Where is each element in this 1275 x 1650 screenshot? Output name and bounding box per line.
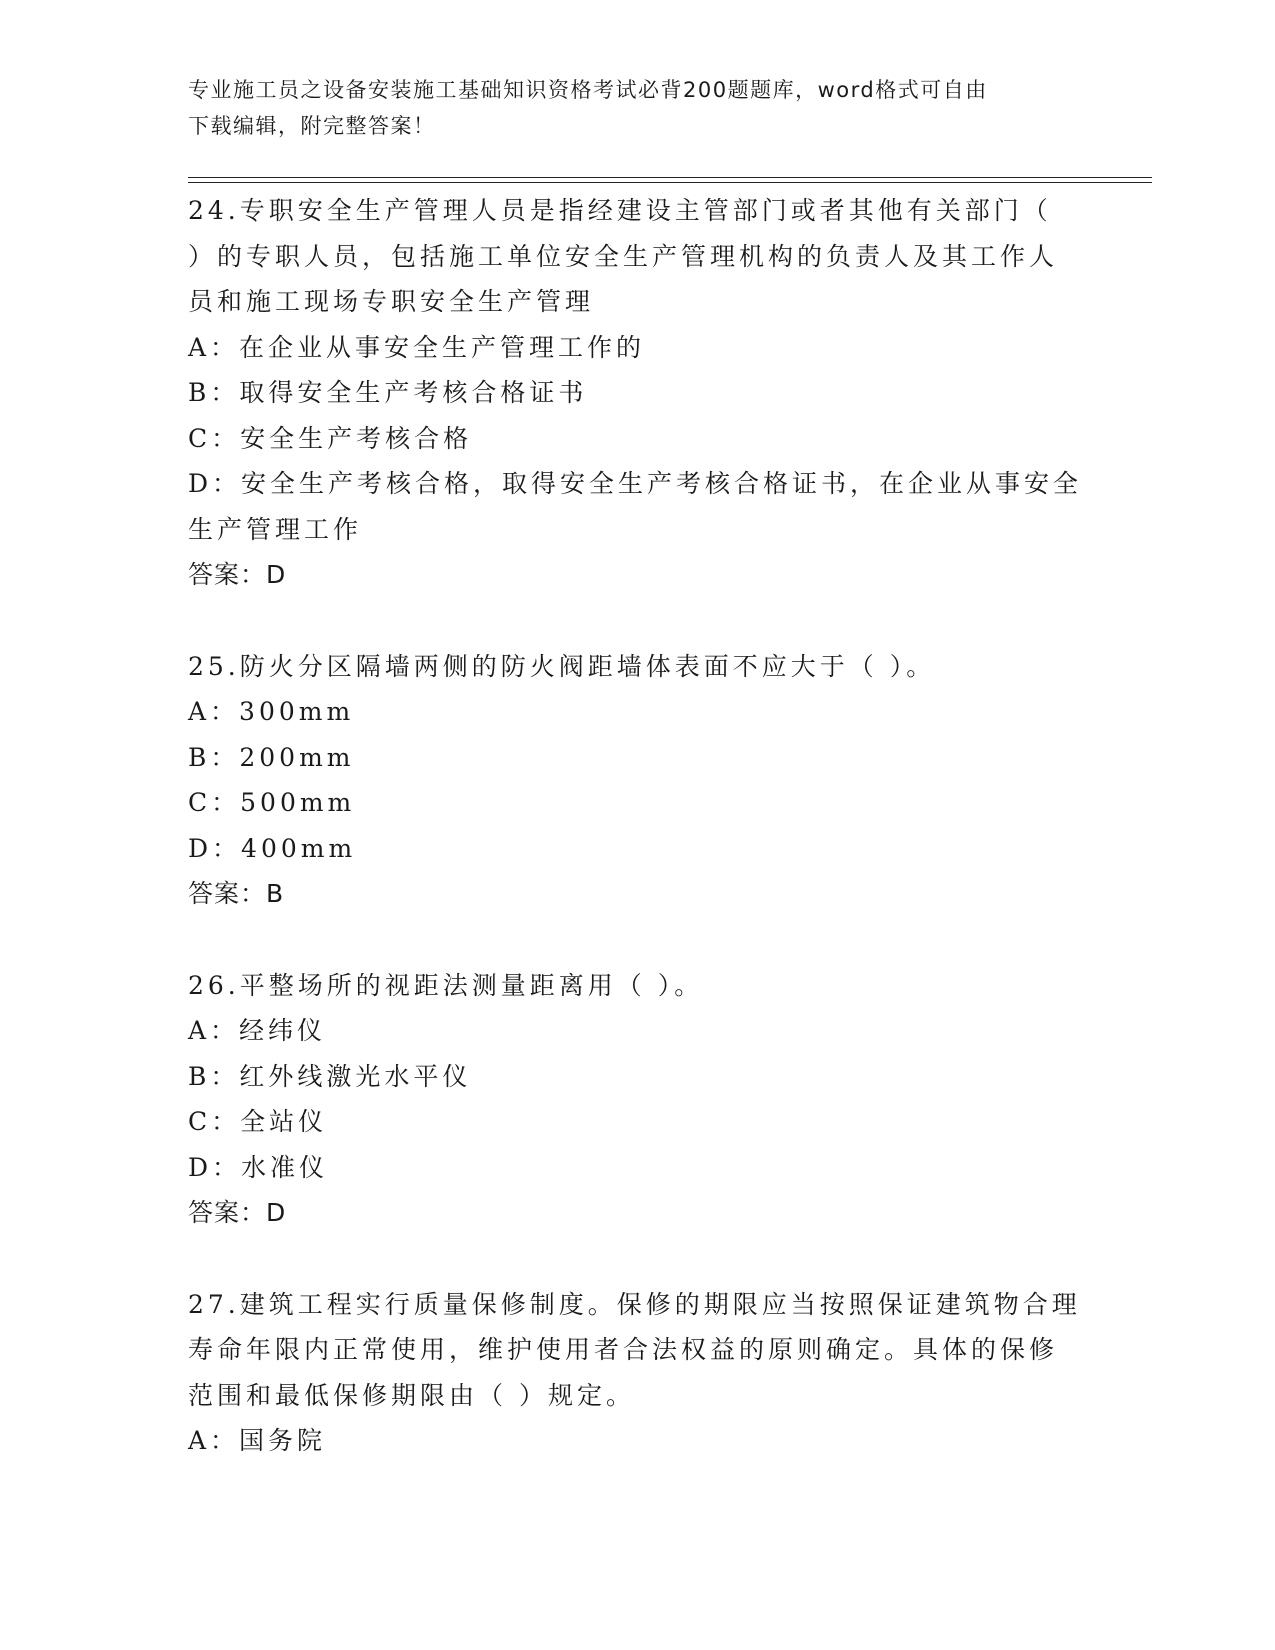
option-line: D：安全生产考核合格，取得安全生产考核合格证书，在企业从事安全	[188, 469, 1083, 498]
question-text	[188, 644, 1088, 690]
option-line: B：取得安全生产考核合格证书	[188, 378, 588, 407]
option-line: C：500mm	[188, 788, 356, 817]
question-26	[188, 963, 1088, 1236]
question-list	[188, 188, 1088, 1510]
option-d	[188, 461, 1088, 552]
option-d	[188, 1145, 1088, 1191]
question-text	[188, 188, 1088, 325]
header-line-1: 专业施工员之设备安装施工基础知识资格考试必背200题题库，word格式可自由	[188, 78, 988, 102]
question-text-line: 员和施工现场专职安全生产管理	[188, 287, 595, 316]
question-text	[188, 963, 1088, 1009]
option-line: A：经纬仪	[188, 1016, 327, 1045]
option-line: D：400mm	[188, 833, 357, 863]
option-line: A：国务院	[188, 1426, 327, 1455]
option-line: D：水准仪	[188, 1152, 329, 1182]
option-c	[188, 1099, 1088, 1145]
question-27	[188, 1282, 1088, 1464]
option-d	[188, 826, 1088, 872]
option-line: A：在企业从事安全生产管理工作的	[188, 332, 646, 362]
question-24	[188, 188, 1088, 598]
option-line: B：200mm	[188, 742, 355, 772]
question-text-line: 27.建筑工程实行质量保修制度。保修的期限应当按照保证建筑物合理	[188, 1289, 1081, 1319]
answer-line: 答案：D	[188, 560, 287, 589]
option-line: B：红外线激光水平仪	[188, 1061, 472, 1091]
question-text-line: 25.防火分区隔墙两侧的防火阀距墙体表面不应大于（ ）。	[188, 651, 936, 681]
option-c	[188, 416, 1088, 462]
option-line: 生产管理工作	[188, 514, 363, 544]
option-a	[188, 1418, 1088, 1464]
question-text-line: 范围和最低保修期限由（ ）规定。	[188, 1380, 635, 1410]
option-line: C：安全生产考核合格	[188, 423, 473, 453]
question-text-line: 寿命年限内正常使用，维护使用者合法权益的原则确定。具体的保修	[188, 1335, 1059, 1364]
document-header	[188, 72, 1068, 144]
option-a	[188, 689, 1088, 735]
question-text-line: 24.专职安全生产管理人员是指经建设主管部门或者其他有关部门（	[188, 196, 1052, 225]
option-b	[188, 370, 1088, 416]
header-divider-top	[188, 177, 1152, 178]
answer-line: 答案：B	[188, 879, 285, 908]
option-a	[188, 325, 1088, 371]
header-divider-bottom	[188, 182, 1152, 183]
question-text-line: ）的专职人员，包括施工单位安全生产管理机构的负责人及其工作人	[188, 241, 1059, 271]
option-a	[188, 1008, 1088, 1054]
question-25	[188, 644, 1088, 917]
question-text	[188, 1282, 1088, 1419]
header-line-2: 下载编辑，附完整答案！	[188, 114, 436, 138]
option-c	[188, 780, 1088, 826]
answer-line: 答案：D	[188, 1198, 287, 1227]
option-line: C：全站仪	[188, 1107, 328, 1136]
option-line: A：300mm	[188, 697, 355, 726]
question-text-line: 26.平整场所的视距法测量距离用（ ）。	[188, 970, 704, 1000]
option-b	[188, 735, 1088, 781]
option-b	[188, 1054, 1088, 1100]
